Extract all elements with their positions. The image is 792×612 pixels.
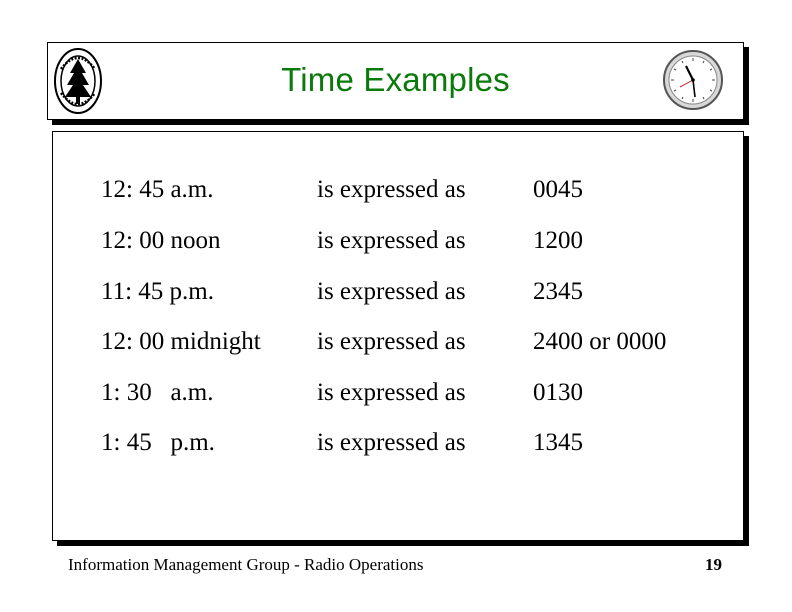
military-time: 1345 [533,429,583,456]
expressed-as-text: is expressed as [317,379,466,406]
time-example-row [53,227,743,267]
expressed-as-text: is expressed as [317,328,466,355]
civil-time: 1: 30 a.m. [101,379,214,406]
time-example-row [53,176,743,216]
civil-time: 11: 45 p.m. [101,278,214,305]
time-example-row [53,379,743,419]
civil-time: 12: 00 midnight [101,328,261,355]
time-example-row [53,429,743,469]
military-time: 2345 [533,278,583,305]
content-panel [52,131,744,541]
expressed-as-text: is expressed as [317,227,466,254]
time-example-row [53,278,743,318]
military-time: 2400 or 0000 [533,328,667,355]
civil-time: 12: 00 noon [101,227,221,254]
time-example-row [53,328,743,368]
military-time: 1200 [533,227,583,254]
civil-time: 1: 45 p.m. [101,429,215,456]
title-banner [47,42,744,120]
wall-clock-icon [662,49,724,111]
slide-title: Time Examples [281,61,510,98]
footer-text: Information Management Group - Radio Operations [68,555,424,574]
civil-time: 12: 45 a.m. [101,176,214,203]
military-time: 0130 [533,379,583,406]
military-time: 0045 [533,176,583,203]
page-number: 19 [705,555,722,574]
expressed-as-text: is expressed as [317,278,466,305]
expressed-as-text: is expressed as [317,429,466,456]
expressed-as-text: is expressed as [317,176,466,203]
